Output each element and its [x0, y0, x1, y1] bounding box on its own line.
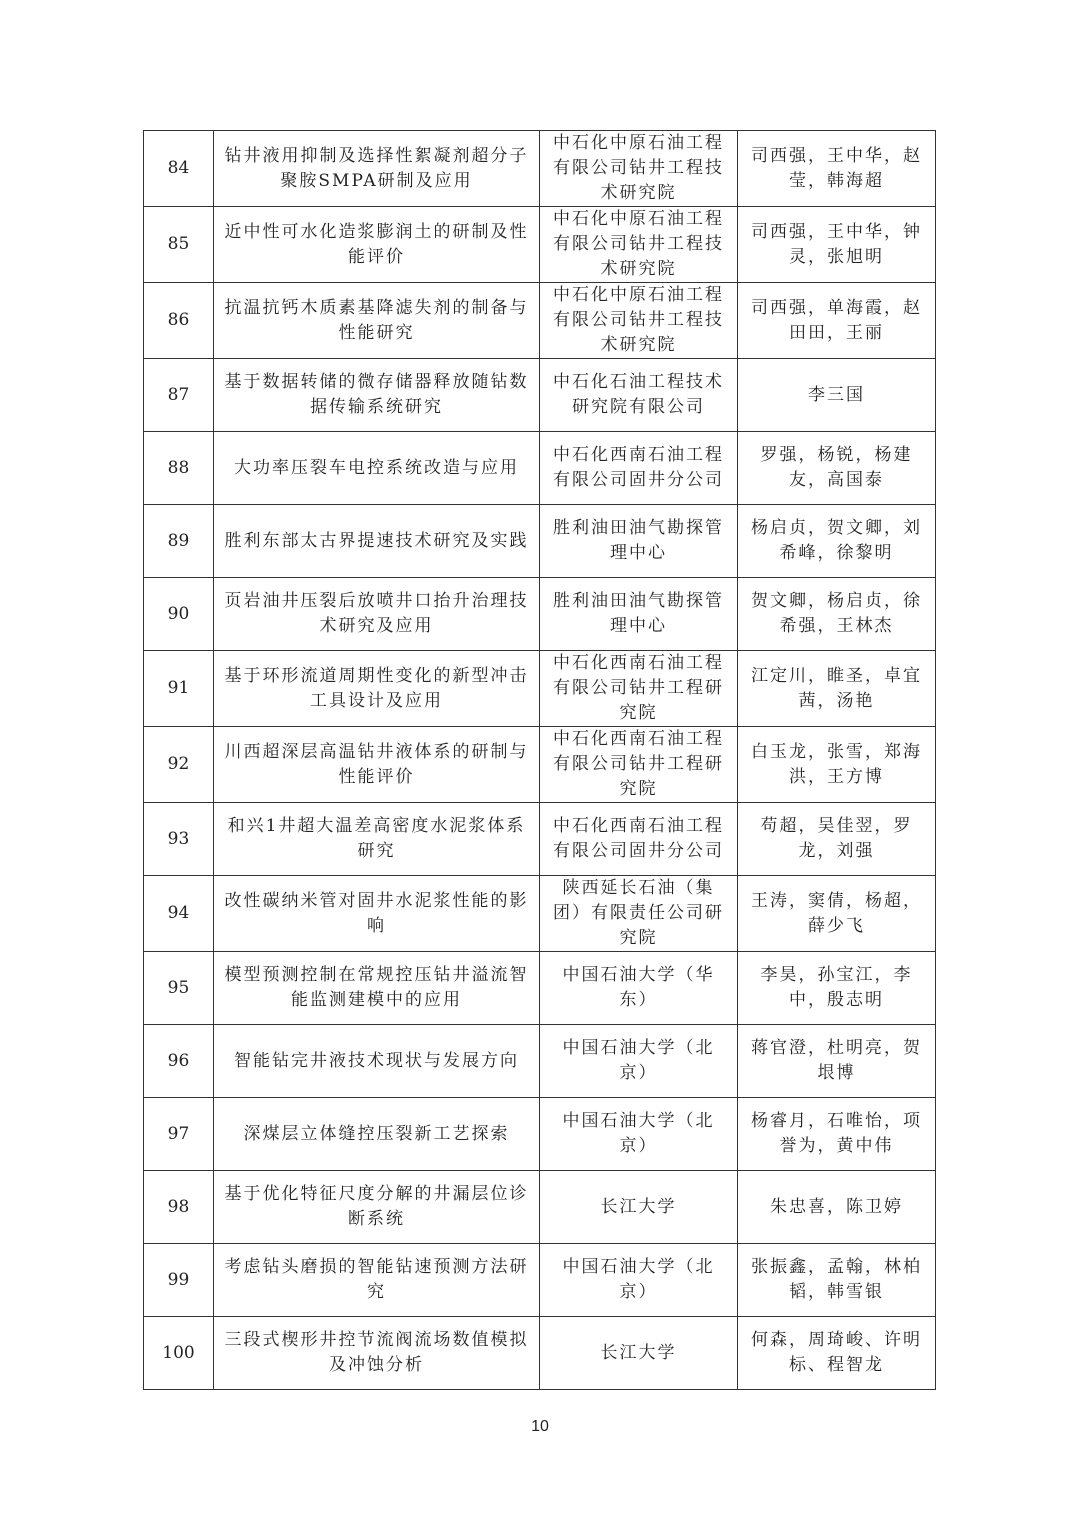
table-row [144, 505, 936, 578]
project-title: 智能钻完井液技术现状与发展方向 [214, 1025, 540, 1098]
authors: 杨启贞，贺文卿，刘希峰，徐黎明 [738, 505, 936, 578]
authors: 司西强，王中华，钟灵，张旭明 [738, 207, 936, 283]
authors: 白玉龙，张雪，郑海洪，王方博 [738, 727, 936, 803]
project-title: 基于优化特征尺度分解的井漏层位诊断系统 [214, 1171, 540, 1244]
table-row [144, 359, 936, 432]
row-number: 90 [144, 578, 214, 651]
project-title: 川西超深层高温钻井液体系的研制与性能评价 [214, 727, 540, 803]
organization: 中石化中原石油工程有限公司钻井工程技术研究院 [540, 131, 738, 207]
table-body [144, 131, 936, 1390]
organization: 中国石油大学（北京） [540, 1025, 738, 1098]
project-title: 抗温抗钙木质素基降滤失剂的制备与性能研究 [214, 283, 540, 359]
table-row [144, 432, 936, 505]
row-number: 85 [144, 207, 214, 283]
project-title: 页岩油井压裂后放喷井口抬升治理技术研究及应用 [214, 578, 540, 651]
table-row [144, 1317, 936, 1390]
table-row [144, 283, 936, 359]
project-title: 钻井液用抑制及选择性絮凝剂超分子聚胺SMPA研制及应用 [214, 131, 540, 207]
row-number: 91 [144, 651, 214, 727]
organization: 长江大学 [540, 1317, 738, 1390]
project-title: 模型预测控制在常规控压钻井溢流智能监测建模中的应用 [214, 952, 540, 1025]
authors: 李昊，孙宝江，李中，殷志明 [738, 952, 936, 1025]
authors: 贺文卿，杨启贞，徐希强，王林杰 [738, 578, 936, 651]
authors: 司西强，王中华，赵莹，韩海超 [738, 131, 936, 207]
authors: 李三国 [738, 359, 936, 432]
project-title: 胜利东部太古界提速技术研究及实践 [214, 505, 540, 578]
project-title: 三段式楔形井控节流阀流场数值模拟及冲蚀分析 [214, 1317, 540, 1390]
row-number: 99 [144, 1244, 214, 1317]
table-row [144, 1171, 936, 1244]
authors: 司西强，单海霞，赵田田，王丽 [738, 283, 936, 359]
project-title: 大功率压裂车电控系统改造与应用 [214, 432, 540, 505]
organization: 中国石油大学（华东） [540, 952, 738, 1025]
project-title: 深煤层立体缝控压裂新工艺探索 [214, 1098, 540, 1171]
row-number: 86 [144, 283, 214, 359]
project-title: 近中性可水化造浆膨润土的研制及性能评价 [214, 207, 540, 283]
organization: 中石化西南石油工程有限公司固井分公司 [540, 432, 738, 505]
table-row [144, 1244, 936, 1317]
organization: 中石化石油工程技术研究院有限公司 [540, 359, 738, 432]
table-row [144, 131, 936, 207]
table-row [144, 1025, 936, 1098]
table-row [144, 207, 936, 283]
table-row [144, 578, 936, 651]
organization: 中石化中原石油工程有限公司钻井工程技术研究院 [540, 283, 738, 359]
authors: 蒋官澄，杜明亮，贺垠博 [738, 1025, 936, 1098]
project-title: 考虑钻头磨损的智能钻速预测方法研究 [214, 1244, 540, 1317]
page-number: 10 [531, 1418, 549, 1435]
row-number: 96 [144, 1025, 214, 1098]
project-title: 和兴1井超大温差高密度水泥浆体系研究 [214, 803, 540, 876]
row-number: 100 [144, 1317, 214, 1390]
organization: 胜利油田油气勘探管理中心 [540, 505, 738, 578]
table-row [144, 727, 936, 803]
project-title: 基于环形流道周期性变化的新型冲击工具设计及应用 [214, 651, 540, 727]
table-row [144, 651, 936, 727]
row-number: 92 [144, 727, 214, 803]
authors: 朱忠喜，陈卫婷 [738, 1171, 936, 1244]
row-number: 95 [144, 952, 214, 1025]
organization: 中石化中原石油工程有限公司钻井工程技术研究院 [540, 207, 738, 283]
table-row [144, 803, 936, 876]
table-row [144, 1098, 936, 1171]
authors: 王涛，窦倩，杨超，薛少飞 [738, 876, 936, 952]
project-title: 改性碳纳米管对固井水泥浆性能的影响 [214, 876, 540, 952]
organization: 中国石油大学（北京） [540, 1244, 738, 1317]
table-row [144, 952, 936, 1025]
row-number: 84 [144, 131, 214, 207]
authors: 江定川，睢圣，卓宜茜，汤艳 [738, 651, 936, 727]
organization: 中国石油大学（北京） [540, 1098, 738, 1171]
organization: 长江大学 [540, 1171, 738, 1244]
authors: 苟超，吴佳翌，罗龙，刘强 [738, 803, 936, 876]
row-number: 94 [144, 876, 214, 952]
project-title: 基于数据转储的微存储器释放随钻数据传输系统研究 [214, 359, 540, 432]
organization: 陕西延长石油（集团）有限责任公司研究院 [540, 876, 738, 952]
authors: 张振鑫，孟翰，林柏韬，韩雪银 [738, 1244, 936, 1317]
awards-table [143, 130, 936, 1390]
authors: 罗强，杨锐，杨建友，高国泰 [738, 432, 936, 505]
row-number: 87 [144, 359, 214, 432]
organization: 中石化西南石油工程有限公司钻井工程研究院 [540, 651, 738, 727]
organization: 胜利油田油气勘探管理中心 [540, 578, 738, 651]
authors: 何森，周琦峻、许明标、程智龙 [738, 1317, 936, 1390]
row-number: 97 [144, 1098, 214, 1171]
organization: 中石化西南石油工程有限公司钻井工程研究院 [540, 727, 738, 803]
row-number: 93 [144, 803, 214, 876]
row-number: 89 [144, 505, 214, 578]
organization: 中石化西南石油工程有限公司固井分公司 [540, 803, 738, 876]
table-row [144, 876, 936, 952]
authors: 杨睿月，石唯怡，项誉为，黄中伟 [738, 1098, 936, 1171]
row-number: 88 [144, 432, 214, 505]
row-number: 98 [144, 1171, 214, 1244]
